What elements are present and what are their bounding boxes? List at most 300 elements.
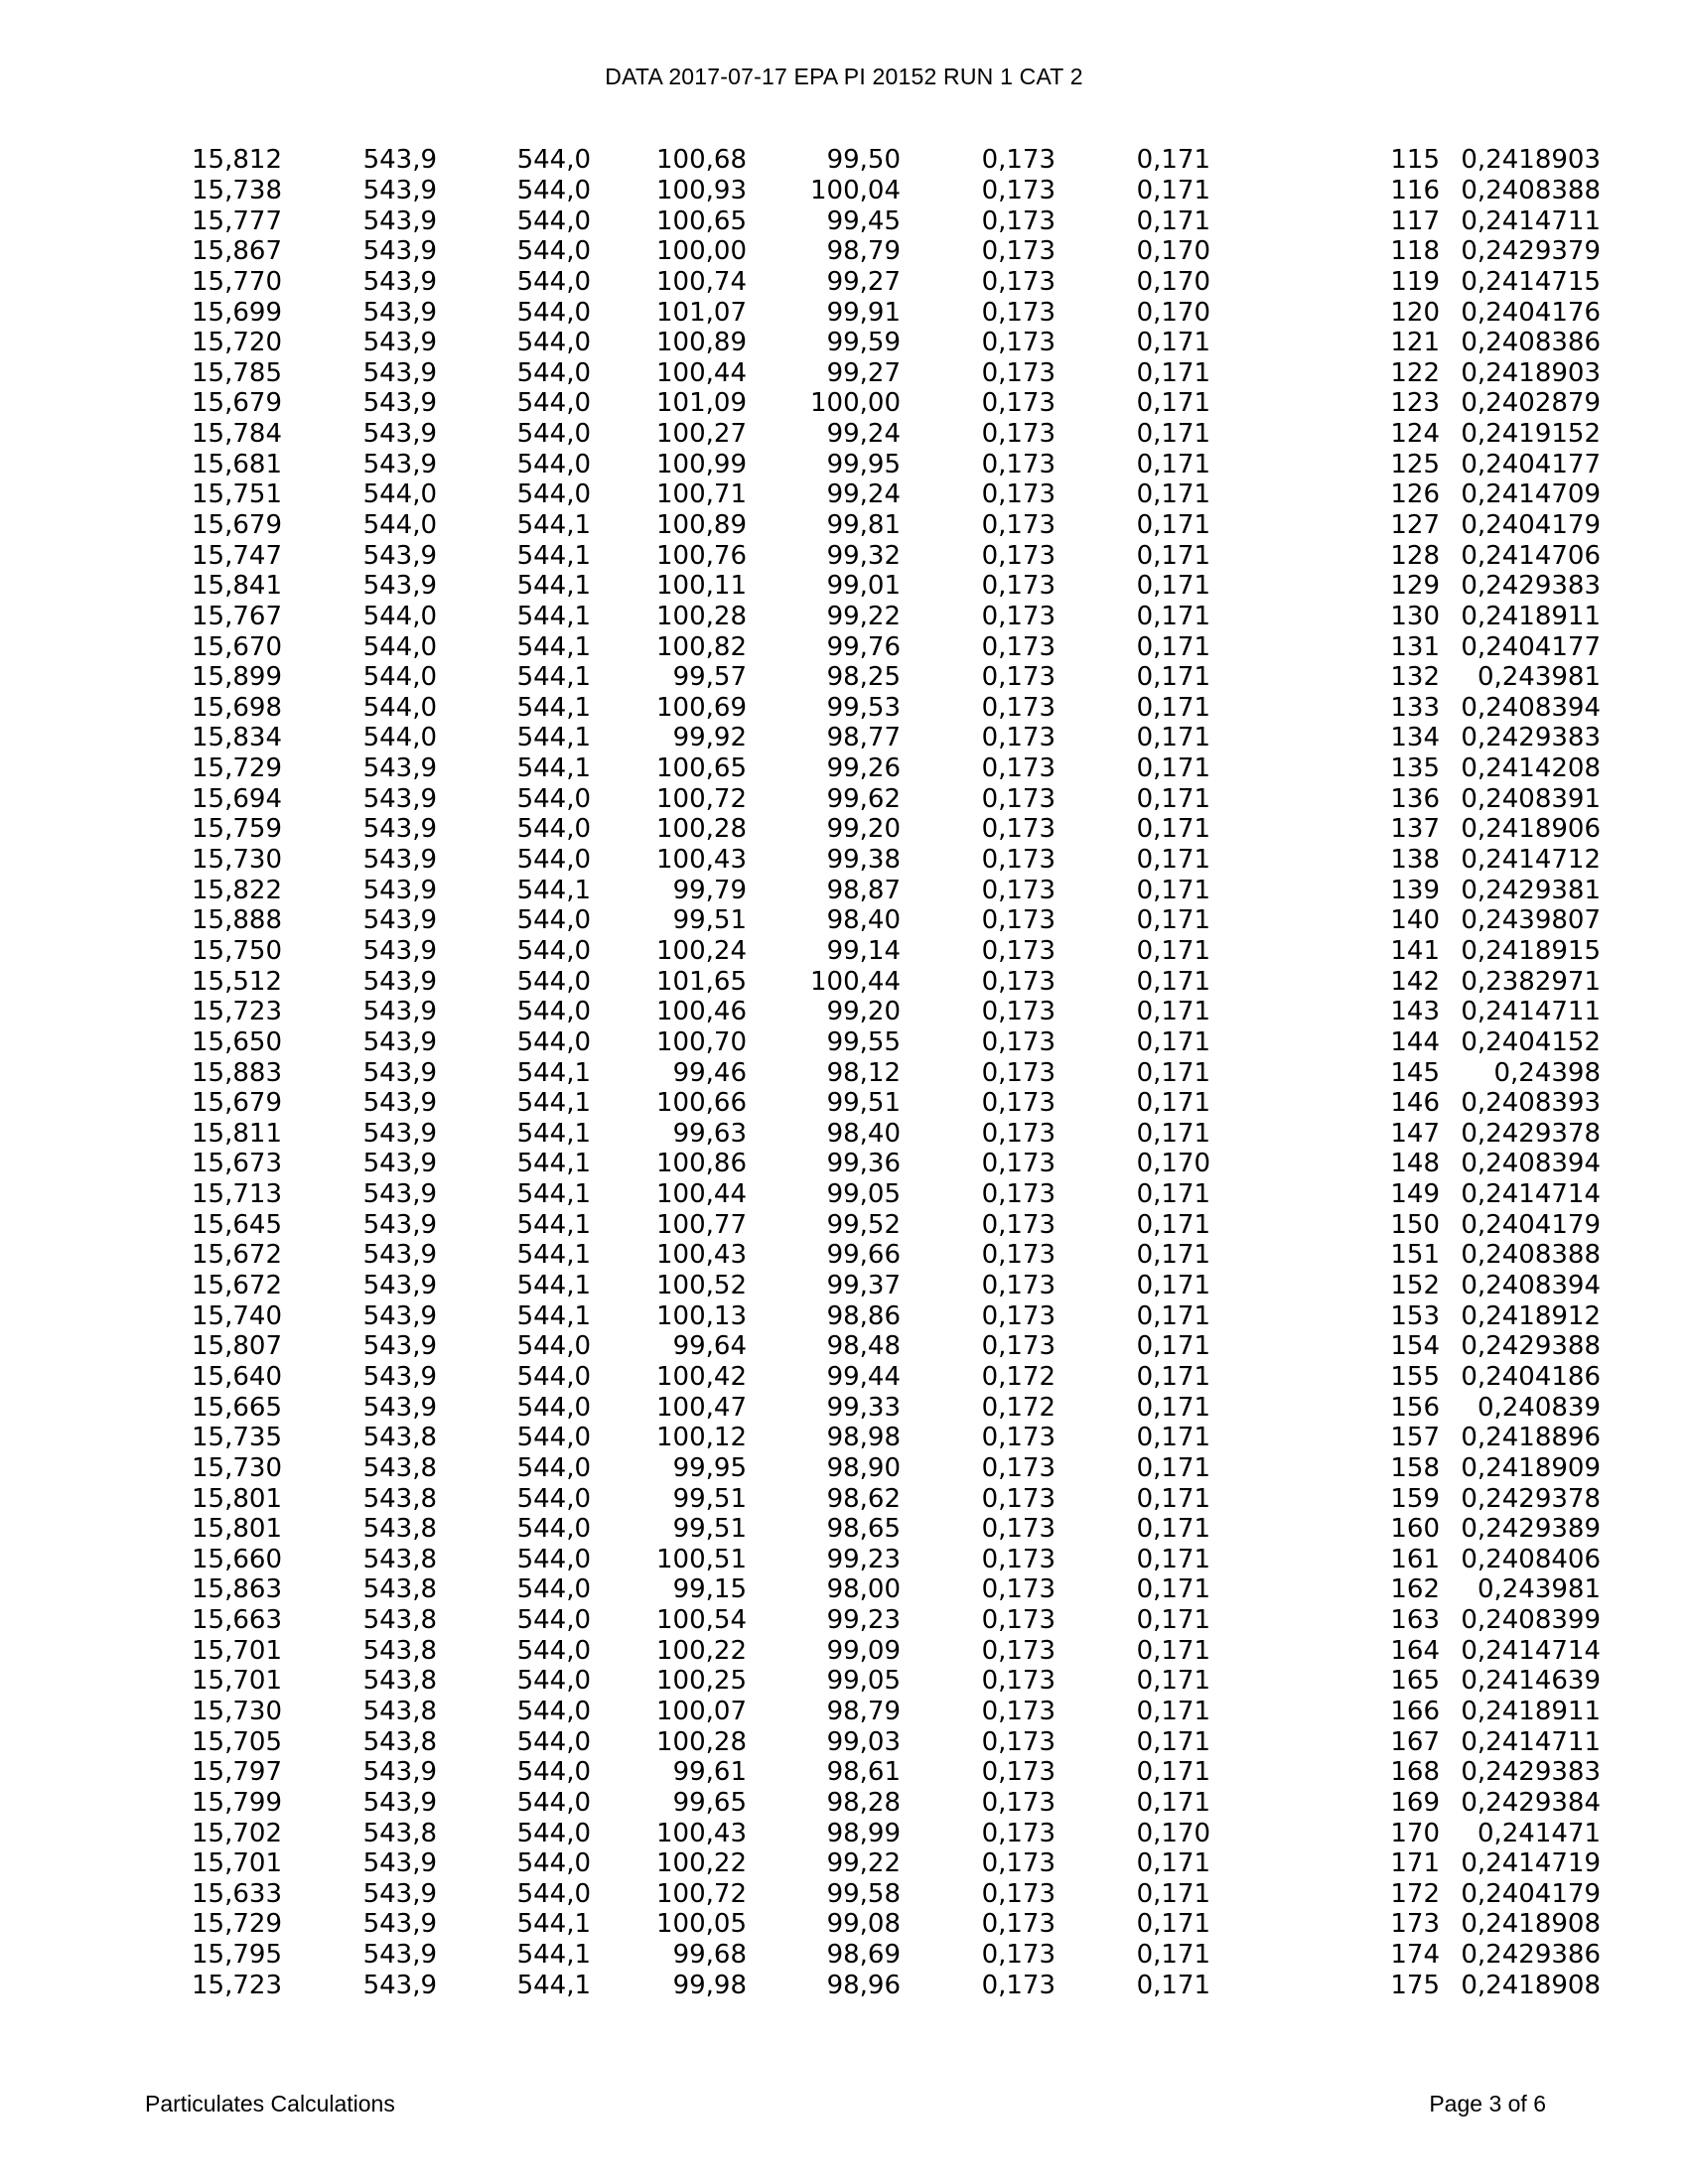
table-cell: 544,0 <box>516 1483 591 1514</box>
table-row <box>0 145 1601 176</box>
table-cell: 0,2404179 <box>1461 1878 1601 1909</box>
table-cell: 0,171 <box>1136 1392 1210 1423</box>
table-cell: 544,0 <box>516 845 591 876</box>
table-cell: 98,62 <box>826 1483 901 1514</box>
table-row <box>0 1879 1601 1910</box>
table-cell: 100,00 <box>810 388 901 419</box>
table-cell: 0,173 <box>981 388 1055 419</box>
table-cell: 124 <box>1390 419 1440 450</box>
table-cell: 543,9 <box>362 1787 437 1818</box>
table-row <box>0 814 1601 845</box>
table-row <box>0 205 1601 236</box>
table-cell: 543,9 <box>362 1209 437 1240</box>
table-row <box>0 1240 1601 1271</box>
table-cell: 543,9 <box>362 205 437 236</box>
table-cell: 100,25 <box>656 1666 747 1697</box>
table-cell: 98,25 <box>826 662 901 693</box>
table-cell: 98,87 <box>826 875 901 905</box>
table-cell: 101,65 <box>656 966 747 997</box>
table-cell: 543,9 <box>362 875 437 905</box>
table-cell: 100,82 <box>656 631 747 662</box>
table-row <box>0 1909 1601 1940</box>
table-cell: 15,740 <box>192 1300 282 1331</box>
table-cell: 0,171 <box>1136 1909 1210 1940</box>
table-cell: 151 <box>1390 1240 1440 1271</box>
table-cell: 0,173 <box>981 1514 1055 1545</box>
table-cell: 138 <box>1390 845 1440 876</box>
table-cell: 0,2382971 <box>1461 966 1601 997</box>
table-cell: 154 <box>1390 1331 1440 1362</box>
table-row <box>0 1544 1601 1574</box>
table-cell: 543,9 <box>362 1300 437 1331</box>
table-cell: 99,63 <box>672 1118 747 1149</box>
table-cell: 99,76 <box>826 631 901 662</box>
table-cell: 0,173 <box>981 753 1055 784</box>
table-cell: 100,89 <box>656 328 747 358</box>
table-cell: 0,2429389 <box>1461 1514 1601 1545</box>
table-cell: 0,2408394 <box>1461 692 1601 723</box>
table-cell: 99,59 <box>826 328 901 358</box>
table-cell: 0,2414719 <box>1461 1848 1601 1879</box>
table-cell: 0,2429379 <box>1461 236 1601 267</box>
table-cell: 544,1 <box>516 1209 591 1240</box>
table-cell: 0,173 <box>981 783 1055 814</box>
table-cell: 100,68 <box>656 145 747 176</box>
table-cell: 0,173 <box>981 175 1055 205</box>
table-cell: 0,171 <box>1136 997 1210 1027</box>
table-row <box>0 1271 1601 1301</box>
table-cell: 543,9 <box>362 1331 437 1362</box>
table-row <box>0 966 1601 997</box>
table-row <box>0 1119 1601 1150</box>
table-cell: 544,1 <box>516 1240 591 1271</box>
table-cell: 0,173 <box>981 540 1055 571</box>
table-cell: 544,0 <box>516 357 591 388</box>
table-cell: 100,86 <box>656 1149 747 1179</box>
table-cell: 0,173 <box>981 297 1055 328</box>
table-cell: 99,15 <box>672 1574 747 1605</box>
table-cell: 99,09 <box>826 1635 901 1666</box>
table-cell: 15,899 <box>192 662 282 693</box>
table-cell: 543,8 <box>362 1666 437 1697</box>
table-cell: 99,08 <box>826 1909 901 1940</box>
table-cell: 164 <box>1390 1635 1440 1666</box>
table-cell: 0,173 <box>981 1331 1055 1362</box>
table-cell: 543,9 <box>362 1848 437 1879</box>
table-row <box>0 1027 1601 1058</box>
table-cell: 544,0 <box>516 1392 591 1423</box>
table-cell: 0,2408386 <box>1461 328 1601 358</box>
table-cell: 165 <box>1390 1666 1440 1697</box>
table-row <box>0 1605 1601 1636</box>
table-cell: 0,171 <box>1136 1118 1210 1149</box>
table-cell: 15,640 <box>192 1361 282 1392</box>
table-cell: 0,171 <box>1136 1666 1210 1697</box>
table-cell: 0,173 <box>981 1848 1055 1879</box>
table-cell: 101,07 <box>656 297 747 328</box>
table-cell: 544,0 <box>516 1361 591 1392</box>
table-cell: 0,173 <box>981 723 1055 753</box>
table-cell: 15,834 <box>192 723 282 753</box>
table-cell: 543,9 <box>362 1088 437 1119</box>
table-cell: 0,2418909 <box>1461 1452 1601 1483</box>
table-cell: 543,9 <box>362 145 437 176</box>
table-cell: 98,48 <box>826 1331 901 1362</box>
table-cell: 175 <box>1390 1970 1440 2000</box>
table-cell: 15,841 <box>192 571 282 602</box>
table-cell: 100,04 <box>810 175 901 205</box>
table-cell: 544,0 <box>516 783 591 814</box>
table-cell: 15,801 <box>192 1514 282 1545</box>
table-cell: 0,2429388 <box>1461 1331 1601 1362</box>
table-cell: 123 <box>1390 388 1440 419</box>
table-row <box>0 1574 1601 1605</box>
table-cell: 0,2429381 <box>1461 875 1601 905</box>
table-cell: 544,1 <box>516 753 591 784</box>
table-cell: 0,171 <box>1136 1331 1210 1362</box>
table-cell: 544,0 <box>516 1818 591 1848</box>
table-cell: 15,797 <box>192 1757 282 1788</box>
table-cell: 15,650 <box>192 1026 282 1057</box>
table-cell: 134 <box>1390 723 1440 753</box>
table-cell: 0,2418915 <box>1461 935 1601 966</box>
table-cell: 15,799 <box>192 1787 282 1818</box>
table-cell: 15,694 <box>192 783 282 814</box>
table-cell: 100,72 <box>656 1878 747 1909</box>
table-row <box>0 419 1601 450</box>
table-cell: 100,28 <box>656 814 747 845</box>
table-cell: 137 <box>1390 814 1440 845</box>
table-cell: 543,9 <box>362 236 437 267</box>
table-cell: 544,0 <box>516 297 591 328</box>
table-cell: 543,9 <box>362 1118 437 1149</box>
table-cell: 544,1 <box>516 1088 591 1119</box>
table-cell: 135 <box>1390 753 1440 784</box>
table-cell: 99,95 <box>826 449 901 479</box>
table-cell: 98,40 <box>826 905 901 936</box>
table-cell: 543,8 <box>362 1696 437 1726</box>
table-cell: 0,2429378 <box>1461 1483 1601 1514</box>
table-cell: 0,2418906 <box>1461 814 1601 845</box>
table-cell: 98,96 <box>826 1970 901 2000</box>
table-cell: 15,770 <box>192 266 282 297</box>
table-cell: 98,28 <box>826 1787 901 1818</box>
table-row <box>0 783 1601 814</box>
table-cell: 544,0 <box>516 266 591 297</box>
table-row <box>0 571 1601 602</box>
table-cell: 15,705 <box>192 1726 282 1757</box>
table-cell: 99,65 <box>672 1787 747 1818</box>
table-cell: 15,701 <box>192 1666 282 1697</box>
table-cell: 0,2418908 <box>1461 1909 1601 1940</box>
table-cell: 99,79 <box>672 875 747 905</box>
table-cell: 125 <box>1390 449 1440 479</box>
table-cell: 158 <box>1390 1452 1440 1483</box>
table-cell: 149 <box>1390 1179 1440 1210</box>
table-cell: 15,670 <box>192 631 282 662</box>
table-cell: 0,170 <box>1136 236 1210 267</box>
table-cell: 145 <box>1390 1057 1440 1088</box>
table-cell: 100,07 <box>656 1696 747 1726</box>
table-cell: 100,44 <box>656 1179 747 1210</box>
table-cell: 15,888 <box>192 905 282 936</box>
table-cell: 0,2429383 <box>1461 723 1601 753</box>
table-cell: 15,660 <box>192 1544 282 1574</box>
table-cell: 543,9 <box>362 1361 437 1392</box>
table-cell: 99,27 <box>826 357 901 388</box>
table-cell: 0,171 <box>1136 419 1210 450</box>
table-cell: 0,171 <box>1136 1452 1210 1483</box>
table-cell: 98,90 <box>826 1452 901 1483</box>
table-cell: 544,1 <box>516 1970 591 2000</box>
table-cell: 543,8 <box>362 1818 437 1848</box>
table-row <box>0 753 1601 784</box>
table-cell: 122 <box>1390 357 1440 388</box>
table-cell: 15,883 <box>192 1057 282 1088</box>
table-cell: 543,9 <box>362 357 437 388</box>
table-cell: 15,723 <box>192 997 282 1027</box>
table-cell: 0,2408394 <box>1461 1271 1601 1301</box>
table-cell: 544,0 <box>516 479 591 510</box>
table-cell: 15,747 <box>192 540 282 571</box>
table-cell: 0,171 <box>1136 1088 1210 1119</box>
table-cell: 0,173 <box>981 1452 1055 1483</box>
table-row <box>0 176 1601 206</box>
table-cell: 0,173 <box>981 145 1055 176</box>
table-cell: 174 <box>1390 1940 1440 1971</box>
table-cell: 0,173 <box>981 1878 1055 1909</box>
table-cell: 543,9 <box>362 328 437 358</box>
table-cell: 15,681 <box>192 449 282 479</box>
table-row <box>0 388 1601 419</box>
table-row <box>0 297 1601 328</box>
table-cell: 0,2414706 <box>1461 540 1601 571</box>
table-cell: 15,812 <box>192 145 282 176</box>
table-cell: 544,0 <box>516 905 591 936</box>
table-cell: 0,173 <box>981 1818 1055 1848</box>
table-cell: 100,22 <box>656 1635 747 1666</box>
table-cell: 100,77 <box>656 1209 747 1240</box>
table-cell: 0,170 <box>1136 266 1210 297</box>
table-cell: 99,20 <box>826 814 901 845</box>
table-cell: 544,0 <box>362 723 437 753</box>
table-cell: 15,807 <box>192 1331 282 1362</box>
table-cell: 99,95 <box>672 1452 747 1483</box>
table-cell: 99,26 <box>826 753 901 784</box>
table-cell: 15,663 <box>192 1605 282 1636</box>
table-cell: 148 <box>1390 1149 1440 1179</box>
table-cell: 0,171 <box>1136 1574 1210 1605</box>
table-cell: 544,0 <box>516 1026 591 1057</box>
table-cell: 0,173 <box>981 1179 1055 1210</box>
table-cell: 99,37 <box>826 1271 901 1301</box>
table-cell: 0,171 <box>1136 783 1210 814</box>
table-row <box>0 1423 1601 1453</box>
table-cell: 15,673 <box>192 1149 282 1179</box>
table-cell: 543,8 <box>362 1514 437 1545</box>
table-cell: 141 <box>1390 935 1440 966</box>
table-cell: 0,173 <box>981 205 1055 236</box>
table-cell: 99,98 <box>672 1970 747 2000</box>
table-row <box>0 479 1601 510</box>
table-cell: 0,171 <box>1136 540 1210 571</box>
table-cell: 99,36 <box>826 1149 901 1179</box>
table-cell: 155 <box>1390 1361 1440 1392</box>
table-cell: 0,2429384 <box>1461 1787 1601 1818</box>
table-cell: 544,0 <box>516 1726 591 1757</box>
table-cell: 543,9 <box>362 1057 437 1088</box>
table-cell: 0,171 <box>1136 1483 1210 1514</box>
table-cell: 99,38 <box>826 845 901 876</box>
table-cell: 0,2408391 <box>1461 783 1601 814</box>
table-row <box>0 1514 1601 1545</box>
table-row <box>0 540 1601 571</box>
table-cell: 15,729 <box>192 1909 282 1940</box>
table-cell: 139 <box>1390 875 1440 905</box>
table-cell: 0,173 <box>981 1240 1055 1271</box>
table-cell: 99,57 <box>672 662 747 693</box>
table-cell: 99,51 <box>672 905 747 936</box>
table-row <box>0 662 1601 693</box>
table-cell: 543,9 <box>362 1026 437 1057</box>
table-cell: 98,61 <box>826 1757 901 1788</box>
table-cell: 0,2408388 <box>1461 175 1601 205</box>
table-cell: 100,13 <box>656 1300 747 1331</box>
table-cell: 0,243981 <box>1477 1574 1601 1605</box>
table-cell: 0,170 <box>1136 297 1210 328</box>
table-cell: 0,171 <box>1136 935 1210 966</box>
table-cell: 99,05 <box>826 1666 901 1697</box>
table-cell: 100,99 <box>656 449 747 479</box>
table-cell: 0,171 <box>1136 1635 1210 1666</box>
table-cell: 147 <box>1390 1118 1440 1149</box>
table-row <box>0 723 1601 753</box>
table-cell: 150 <box>1390 1209 1440 1240</box>
table-cell: 101,09 <box>656 388 747 419</box>
table-cell: 0,170 <box>1136 1818 1210 1848</box>
table-cell: 0,2408394 <box>1461 1149 1601 1179</box>
table-cell: 0,173 <box>981 1970 1055 2000</box>
table-cell: 544,0 <box>516 966 591 997</box>
table-cell: 144 <box>1390 1026 1440 1057</box>
table-cell: 0,2418911 <box>1461 1696 1601 1726</box>
table-cell: 15,702 <box>192 1818 282 1848</box>
table-cell: 157 <box>1390 1423 1440 1453</box>
table-cell: 129 <box>1390 571 1440 602</box>
table-cell: 0,2402879 <box>1461 388 1601 419</box>
table-cell: 99,55 <box>826 1026 901 1057</box>
table-cell: 0,173 <box>981 662 1055 693</box>
table-cell: 0,171 <box>1136 1179 1210 1210</box>
table-cell: 15,512 <box>192 966 282 997</box>
table-cell: 0,171 <box>1136 1544 1210 1574</box>
table-cell: 544,1 <box>516 692 591 723</box>
table-row <box>0 1940 1601 1971</box>
table-cell: 543,8 <box>362 1483 437 1514</box>
table-cell: 544,1 <box>516 1300 591 1331</box>
table-cell: 99,50 <box>826 145 901 176</box>
table-cell: 544,1 <box>516 1909 591 1940</box>
table-cell: 163 <box>1390 1605 1440 1636</box>
table-cell: 0,2418903 <box>1461 145 1601 176</box>
table-cell: 15,665 <box>192 1392 282 1423</box>
table-cell: 0,171 <box>1136 145 1210 176</box>
table-cell: 98,65 <box>826 1514 901 1545</box>
table-cell: 0,173 <box>981 571 1055 602</box>
table-cell: 544,0 <box>516 145 591 176</box>
table-cell: 167 <box>1390 1726 1440 1757</box>
table-row <box>0 997 1601 1027</box>
table-cell: 543,9 <box>362 1392 437 1423</box>
table-cell: 99,53 <box>826 692 901 723</box>
table-cell: 99,22 <box>826 601 901 631</box>
table-cell: 99,62 <box>826 783 901 814</box>
table-cell: 0,2414714 <box>1461 1179 1601 1210</box>
table-cell: 544,0 <box>516 388 591 419</box>
table-cell: 543,8 <box>362 1452 437 1483</box>
table-cell: 100,70 <box>656 1026 747 1057</box>
table-cell: 100,52 <box>656 1271 747 1301</box>
table-cell: 131 <box>1390 631 1440 662</box>
table-cell: 126 <box>1390 479 1440 510</box>
table-cell: 130 <box>1390 601 1440 631</box>
table-cell: 98,98 <box>826 1423 901 1453</box>
table-cell: 0,172 <box>981 1361 1055 1392</box>
data-table-body <box>0 145 1601 2000</box>
table-cell: 543,9 <box>362 419 437 450</box>
table-cell: 99,52 <box>826 1209 901 1240</box>
table-cell: 0,171 <box>1136 479 1210 510</box>
table-cell: 15,723 <box>192 1970 282 2000</box>
table-cell: 0,2414711 <box>1461 997 1601 1027</box>
table-cell: 169 <box>1390 1787 1440 1818</box>
table-cell: 544,0 <box>516 1666 591 1697</box>
table-cell: 0,2429378 <box>1461 1118 1601 1149</box>
table-cell: 98,99 <box>826 1818 901 1848</box>
table-cell: 543,9 <box>362 935 437 966</box>
table-cell: 15,679 <box>192 388 282 419</box>
table-row <box>0 1848 1601 1879</box>
table-cell: 100,47 <box>656 1392 747 1423</box>
table-cell: 0,171 <box>1136 1848 1210 1879</box>
table-cell: 543,9 <box>362 1909 437 1940</box>
table-cell: 544,0 <box>516 1423 591 1453</box>
table-cell: 544,1 <box>516 1179 591 1210</box>
table-row <box>0 1300 1601 1331</box>
table-cell: 0,171 <box>1136 845 1210 876</box>
table-cell: 173 <box>1390 1909 1440 1940</box>
table-cell: 544,1 <box>516 723 591 753</box>
table-cell: 0,171 <box>1136 1878 1210 1909</box>
table-cell: 544,0 <box>362 631 437 662</box>
table-cell: 15,699 <box>192 297 282 328</box>
table-cell: 544,1 <box>516 875 591 905</box>
table-cell: 0,173 <box>981 631 1055 662</box>
table-cell: 99,68 <box>672 1940 747 1971</box>
table-cell: 15,720 <box>192 328 282 358</box>
table-cell: 0,171 <box>1136 1271 1210 1301</box>
table-cell: 544,1 <box>516 1149 591 1179</box>
table-cell: 0,171 <box>1136 1514 1210 1545</box>
table-cell: 544,0 <box>362 479 437 510</box>
table-cell: 15,750 <box>192 935 282 966</box>
table-cell: 98,77 <box>826 723 901 753</box>
table-cell: 15,672 <box>192 1271 282 1301</box>
table-cell: 544,0 <box>516 935 591 966</box>
table-cell: 15,863 <box>192 1574 282 1605</box>
table-cell: 543,9 <box>362 753 437 784</box>
table-cell: 0,171 <box>1136 1970 1210 2000</box>
